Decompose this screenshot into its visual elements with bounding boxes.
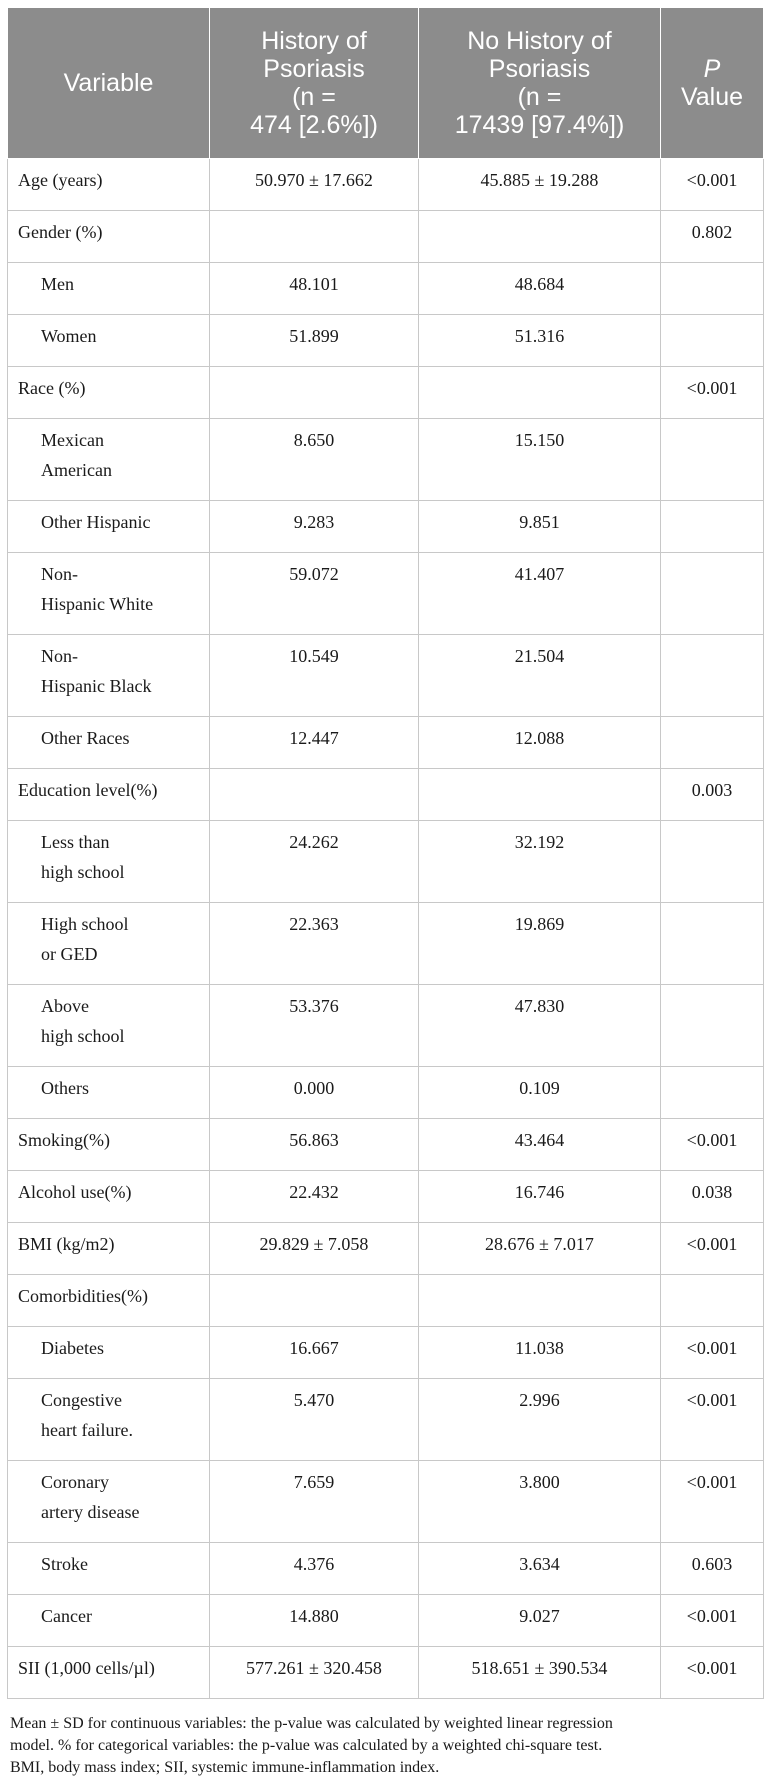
row-label: [8, 1171, 210, 1223]
p-value: 0.003: [661, 769, 764, 821]
table-footnote: [7, 1713, 763, 1779]
header-p-value-word: Value: [680, 83, 744, 111]
row-label-line: heart failure.: [41, 1420, 133, 1440]
p-value: <0.001: [661, 1595, 764, 1647]
row-label: [8, 553, 210, 635]
table-row: [8, 1171, 764, 1223]
no-psoriasis-value: [419, 1275, 661, 1327]
row-label-line: Men: [41, 274, 74, 294]
table-row: [8, 263, 764, 315]
row-label-line: Cancer: [41, 1606, 92, 1626]
row-label: [8, 1119, 210, 1171]
no-psoriasis-value: [419, 769, 661, 821]
table-row: [8, 1595, 764, 1647]
psoriasis-value: [210, 211, 419, 263]
table-row: [8, 769, 764, 821]
footnote-line: model. % for categorical variables: the p-value was calculated by a weighted chi-square test.: [10, 1737, 603, 1754]
baseline-characteristics-table: [7, 7, 764, 1699]
psoriasis-value: 4.376: [210, 1543, 419, 1595]
psoriasis-value: 53.376: [210, 985, 419, 1067]
row-label: [8, 1461, 210, 1543]
psoriasis-value: [210, 769, 419, 821]
no-psoriasis-value: 9.027: [419, 1595, 661, 1647]
header-psoriasis-line: (n =: [292, 83, 336, 111]
no-psoriasis-value: 51.316: [419, 315, 661, 367]
no-psoriasis-value: 3.800: [419, 1461, 661, 1543]
psoriasis-value: 7.659: [210, 1461, 419, 1543]
p-value: <0.001: [661, 1647, 764, 1699]
row-label-line: Others: [41, 1078, 89, 1098]
row-label: [8, 419, 210, 501]
row-label-line: Alcohol use(%): [18, 1182, 132, 1202]
row-label-line: artery disease: [41, 1502, 140, 1522]
row-label-line: BMI (kg/m2): [18, 1234, 115, 1254]
header-psoriasis-line: 474 [2.6%]): [250, 111, 378, 139]
no-psoriasis-value: 45.885 ± 19.288: [419, 159, 661, 211]
p-value: [661, 1067, 764, 1119]
psoriasis-value: 48.101: [210, 263, 419, 315]
table-row: [8, 315, 764, 367]
table-row: [8, 367, 764, 419]
table-row: [8, 419, 764, 501]
p-value: [661, 985, 764, 1067]
row-label-line: Other Hispanic: [41, 512, 151, 532]
no-psoriasis-value: 16.746: [419, 1171, 661, 1223]
row-label-line: Race (%): [18, 378, 86, 398]
row-label-line: Hispanic Black: [41, 676, 152, 696]
header-variable: [8, 8, 210, 159]
row-label-line: Congestive: [41, 1390, 122, 1410]
no-psoriasis-value: 12.088: [419, 717, 661, 769]
row-label-line: Age (years): [18, 170, 103, 190]
p-value: [661, 315, 764, 367]
no-psoriasis-value: 43.464: [419, 1119, 661, 1171]
psoriasis-value: 22.363: [210, 903, 419, 985]
row-label: [8, 1067, 210, 1119]
header-no-psoriasis: [419, 8, 661, 159]
row-label: [8, 1647, 210, 1699]
row-label: [8, 1327, 210, 1379]
row-label: [8, 769, 210, 821]
header-variable-text: Variable: [63, 69, 154, 97]
psoriasis-value: 29.829 ± 7.058: [210, 1223, 419, 1275]
header-no-psoriasis-line: No History of: [467, 27, 612, 55]
row-label: [8, 1223, 210, 1275]
p-value: [661, 263, 764, 315]
no-psoriasis-value: 41.407: [419, 553, 661, 635]
p-value: [661, 1275, 764, 1327]
no-psoriasis-value: 19.869: [419, 903, 661, 985]
psoriasis-value: 59.072: [210, 553, 419, 635]
row-label: [8, 1379, 210, 1461]
psoriasis-value: 577.261 ± 320.458: [210, 1647, 419, 1699]
table-body: [8, 159, 764, 1699]
table-row: [8, 1647, 764, 1699]
p-value: [661, 717, 764, 769]
no-psoriasis-value: 21.504: [419, 635, 661, 717]
row-label-line: Coronary: [41, 1472, 109, 1492]
row-label-line: Non-: [41, 564, 78, 584]
table-row: [8, 821, 764, 903]
p-value: [661, 903, 764, 985]
header-no-psoriasis-line: 17439 [97.4%]): [454, 111, 625, 139]
header-p-letter: P: [703, 55, 721, 83]
p-value: 0.603: [661, 1543, 764, 1595]
table-row: [8, 1119, 764, 1171]
table-row: [8, 1067, 764, 1119]
row-label: [8, 1275, 210, 1327]
table-row: [8, 1223, 764, 1275]
p-value: [661, 501, 764, 553]
header-no-psoriasis-line: Psoriasis: [488, 55, 591, 83]
row-label-line: Education level(%): [18, 780, 158, 800]
psoriasis-value: 0.000: [210, 1067, 419, 1119]
psoriasis-value: 9.283: [210, 501, 419, 553]
no-psoriasis-value: 48.684: [419, 263, 661, 315]
footnote-line: BMI, body mass index; SII, systemic immune-inflammation index.: [10, 1759, 440, 1776]
row-label: [8, 903, 210, 985]
p-value: <0.001: [661, 367, 764, 419]
no-psoriasis-value: 15.150: [419, 419, 661, 501]
table-row: [8, 717, 764, 769]
psoriasis-value: [210, 1275, 419, 1327]
table-container: [7, 7, 763, 1779]
row-label: [8, 367, 210, 419]
psoriasis-value: 16.667: [210, 1327, 419, 1379]
no-psoriasis-value: 47.830: [419, 985, 661, 1067]
header-no-psoriasis-line: (n =: [517, 83, 562, 111]
row-label-line: high school: [41, 1026, 125, 1046]
psoriasis-value: 5.470: [210, 1379, 419, 1461]
table-row: [8, 985, 764, 1067]
no-psoriasis-value: 518.651 ± 390.534: [419, 1647, 661, 1699]
row-label-line: American: [41, 460, 112, 480]
psoriasis-value: 24.262: [210, 821, 419, 903]
psoriasis-value: 10.549: [210, 635, 419, 717]
footnote-line: Mean ± SD for continuous variables: the p-value was calculated by weighted linear regression: [10, 1715, 613, 1732]
psoriasis-value: 50.970 ± 17.662: [210, 159, 419, 211]
table-row: [8, 211, 764, 263]
header-psoriasis: [210, 8, 419, 159]
psoriasis-value: 56.863: [210, 1119, 419, 1171]
row-label-line: Non-: [41, 646, 78, 666]
p-value: 0.038: [661, 1171, 764, 1223]
p-value: <0.001: [661, 159, 764, 211]
header-p-value: [661, 8, 764, 159]
row-label-line: High school: [41, 914, 129, 934]
row-label: [8, 821, 210, 903]
no-psoriasis-value: 0.109: [419, 1067, 661, 1119]
row-label-line: Less than: [41, 832, 110, 852]
psoriasis-value: 12.447: [210, 717, 419, 769]
row-label: [8, 1595, 210, 1647]
table-row: [8, 903, 764, 985]
row-label: [8, 211, 210, 263]
row-label: [8, 501, 210, 553]
no-psoriasis-value: 3.634: [419, 1543, 661, 1595]
row-label: [8, 159, 210, 211]
row-label-line: Mexican: [41, 430, 104, 450]
table-row: [8, 1327, 764, 1379]
p-value: [661, 635, 764, 717]
p-value: [661, 419, 764, 501]
table-row: [8, 1461, 764, 1543]
table-header: [8, 8, 764, 159]
table-row: [8, 553, 764, 635]
no-psoriasis-value: 2.996: [419, 1379, 661, 1461]
no-psoriasis-value: [419, 367, 661, 419]
row-label: [8, 263, 210, 315]
row-label-line: Above: [41, 996, 89, 1016]
p-value: <0.001: [661, 1223, 764, 1275]
psoriasis-value: 22.432: [210, 1171, 419, 1223]
row-label-line: Hispanic White: [41, 594, 154, 614]
no-psoriasis-value: 11.038: [419, 1327, 661, 1379]
p-value: <0.001: [661, 1379, 764, 1461]
row-label-line: Stroke: [41, 1554, 88, 1574]
p-value: [661, 821, 764, 903]
p-value: [661, 553, 764, 635]
no-psoriasis-value: [419, 211, 661, 263]
header-psoriasis-line: History of: [261, 27, 367, 55]
no-psoriasis-value: 32.192: [419, 821, 661, 903]
p-value: 0.802: [661, 211, 764, 263]
row-label: [8, 1543, 210, 1595]
psoriasis-value: [210, 367, 419, 419]
table-row: [8, 1543, 764, 1595]
row-label-line: or GED: [41, 944, 98, 964]
row-label: [8, 635, 210, 717]
row-label-line: Gender (%): [18, 222, 103, 242]
row-label-line: SII (1,000 cells/µl): [18, 1658, 155, 1678]
row-label-line: Diabetes: [41, 1338, 104, 1358]
row-label: [8, 985, 210, 1067]
header-row: [8, 8, 764, 159]
row-label: [8, 315, 210, 367]
psoriasis-value: 8.650: [210, 419, 419, 501]
p-value: <0.001: [661, 1461, 764, 1543]
header-psoriasis-line: Psoriasis: [263, 55, 365, 83]
row-label-line: Comorbidities(%): [18, 1286, 148, 1306]
row-label-line: high school: [41, 862, 125, 882]
psoriasis-value: 51.899: [210, 315, 419, 367]
no-psoriasis-value: 9.851: [419, 501, 661, 553]
p-value: <0.001: [661, 1327, 764, 1379]
p-value: <0.001: [661, 1119, 764, 1171]
row-label: [8, 717, 210, 769]
row-label-line: Women: [41, 326, 97, 346]
table-row: [8, 1275, 764, 1327]
no-psoriasis-value: 28.676 ± 7.017: [419, 1223, 661, 1275]
table-row: [8, 501, 764, 553]
row-label-line: Other Races: [41, 728, 130, 748]
table-row: [8, 635, 764, 717]
table-row: [8, 159, 764, 211]
table-row: [8, 1379, 764, 1461]
psoriasis-value: 14.880: [210, 1595, 419, 1647]
row-label-line: Smoking(%): [18, 1130, 110, 1150]
